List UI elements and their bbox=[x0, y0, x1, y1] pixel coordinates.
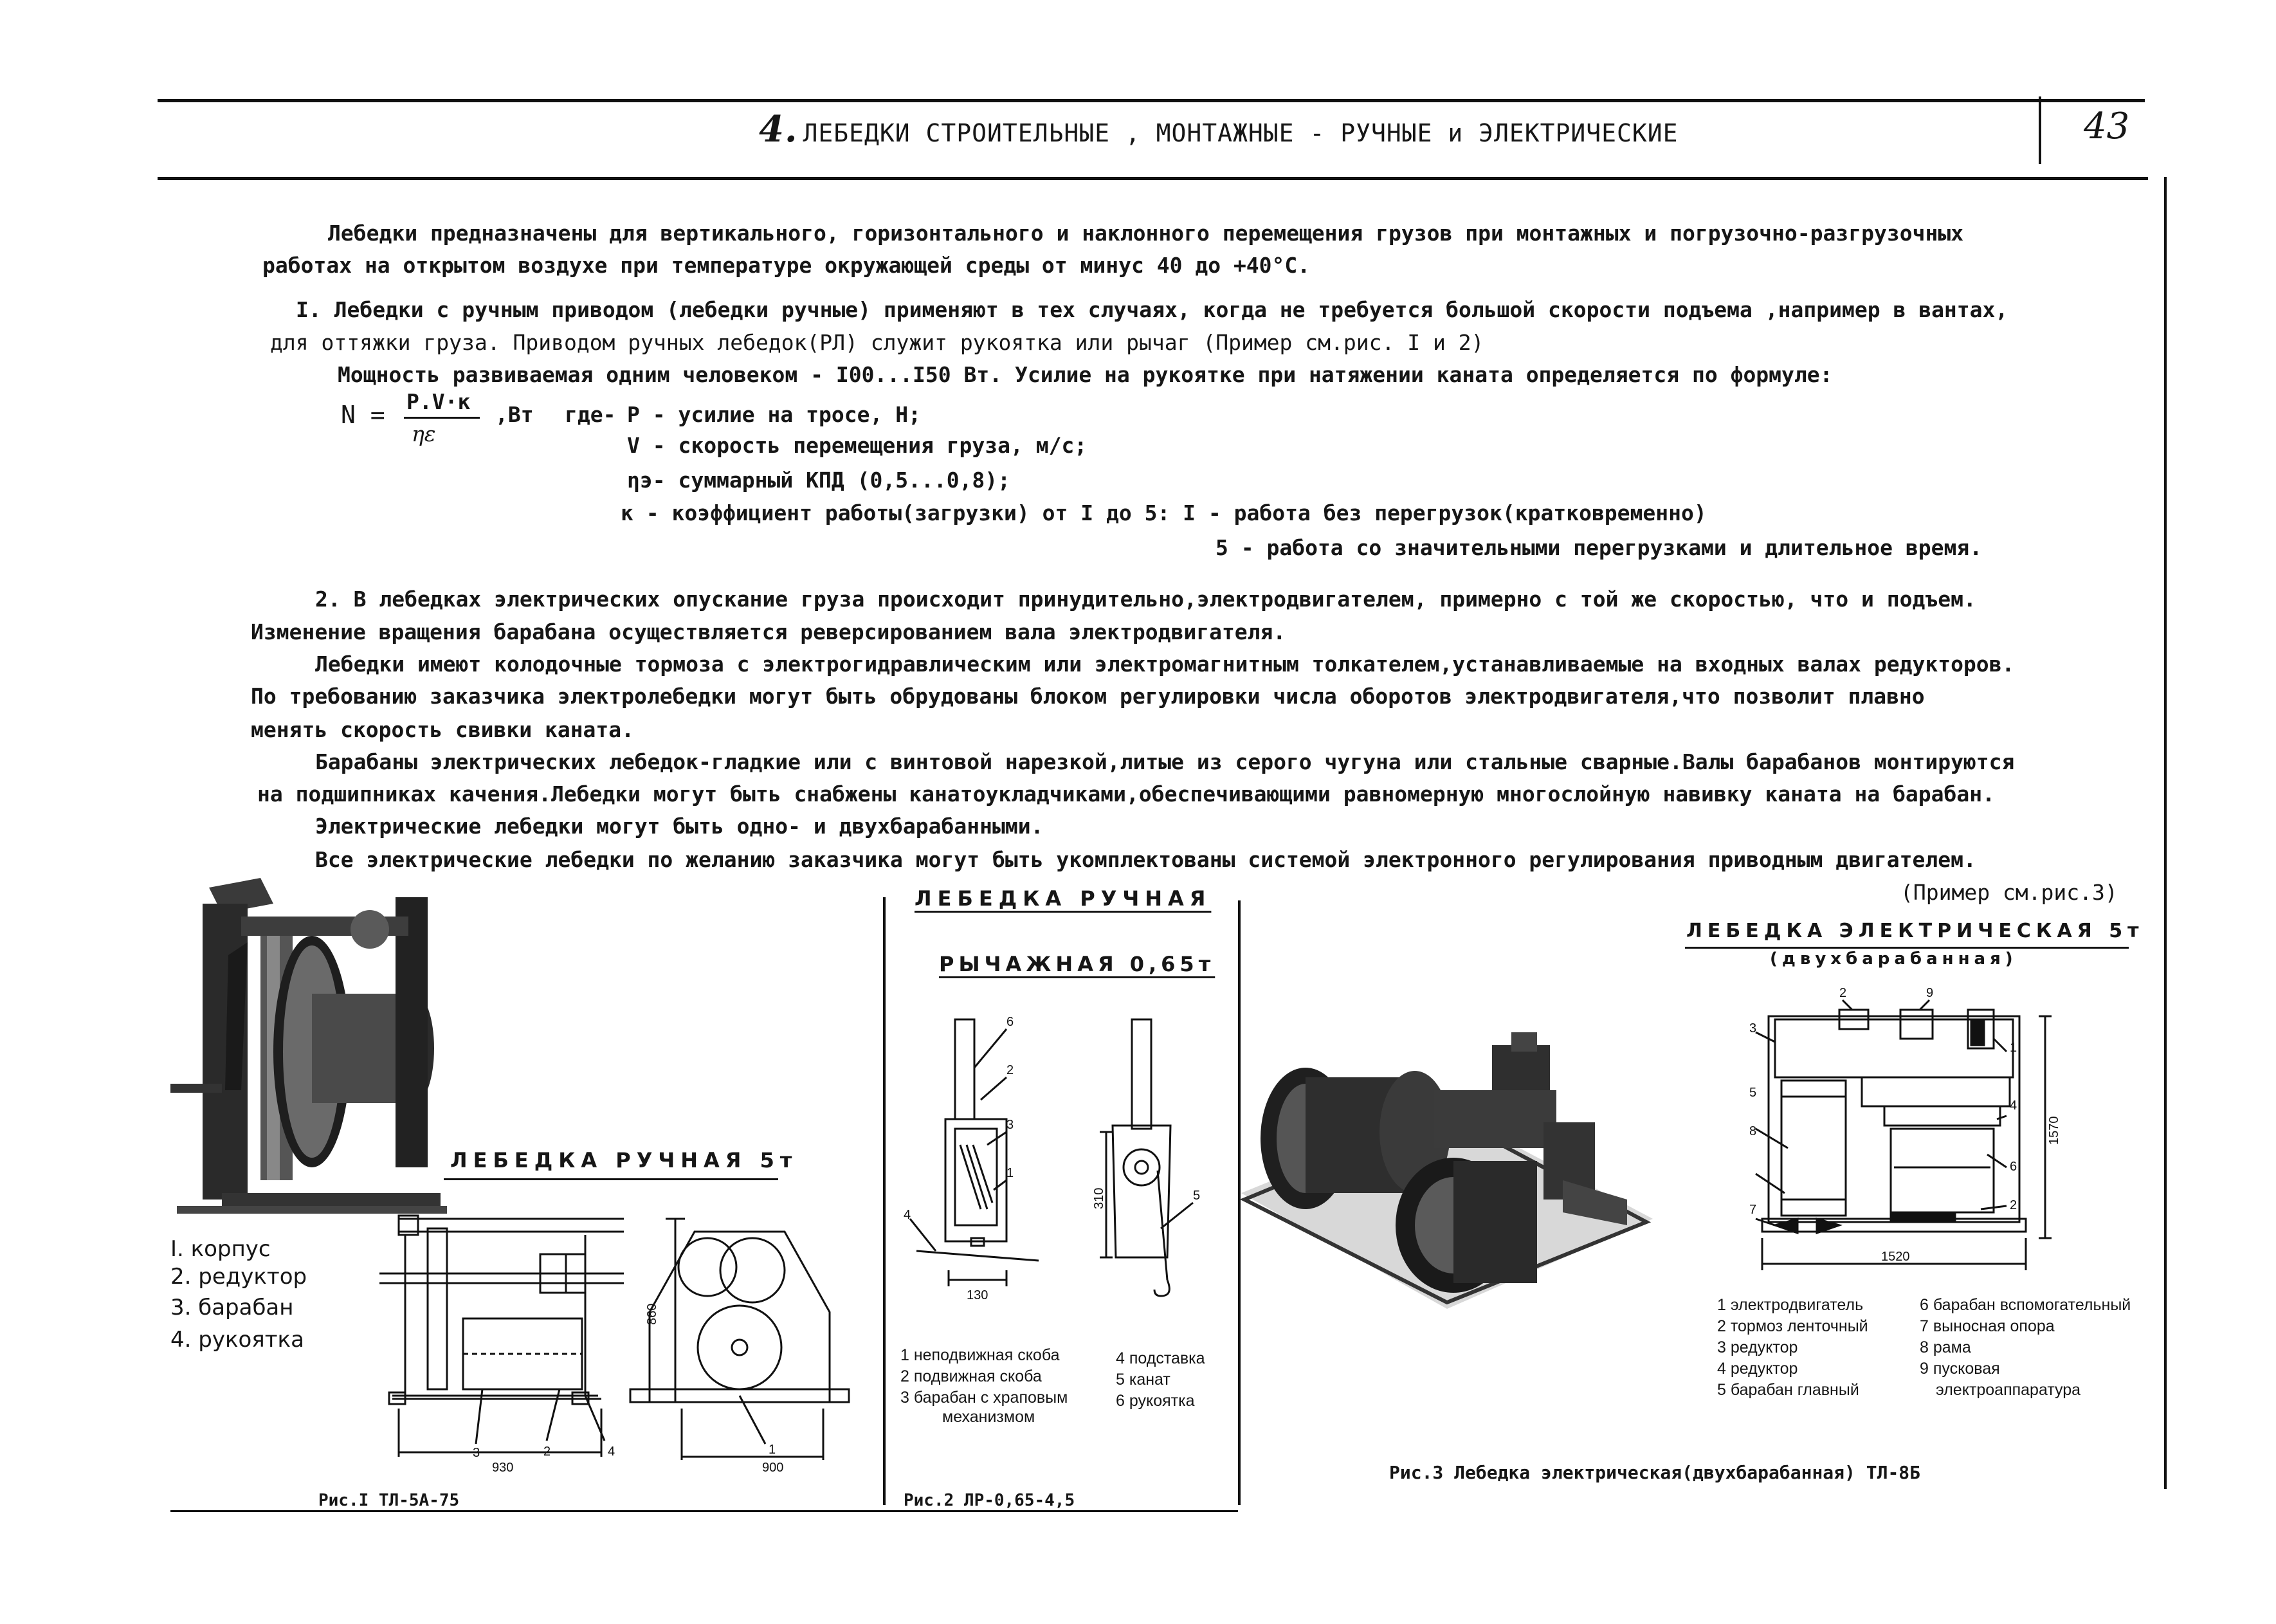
fig3-heading-rule bbox=[1685, 947, 2129, 949]
formula-denominator: ηε bbox=[412, 421, 436, 446]
fig1-dim-900: 900 bbox=[762, 1461, 784, 1475]
page-number: 43 bbox=[2084, 105, 2130, 147]
fig2-drawing bbox=[891, 1015, 1225, 1302]
fig2-label-1: 1 bbox=[1006, 1166, 1014, 1180]
fig2-label-2: 2 bbox=[1006, 1063, 1014, 1077]
fig3-dim-1570: 1570 bbox=[2047, 1116, 2061, 1145]
formula-term-p: Р - усилие на тросе, Н; bbox=[627, 402, 921, 427]
fig1-label-1: 1 bbox=[769, 1443, 776, 1457]
fig1-legend-4: 4. рукоятка bbox=[170, 1327, 304, 1353]
fig3-legend-right-2: 7 выносная опора bbox=[1920, 1317, 2055, 1335]
fig3-heading: ЛЕБЕДКА ЭЛЕКТРИЧЕСКАЯ 5т bbox=[1686, 920, 2144, 942]
section-title: ЛЕБЕДКИ СТРОИТЕЛЬНЫЕ , МОНТАЖНЫЕ - РУЧНЫЕ и ЭЛЕКТРИЧЕСКИЕ bbox=[803, 119, 1679, 147]
figure-divider-2 bbox=[1238, 900, 1241, 1505]
fig2-legend-left-1: 1 неподвижная скоба bbox=[900, 1346, 1060, 1364]
fig3-label-4: 4 bbox=[2010, 1099, 2017, 1113]
intro-line-2: работах на открытом воздухе при температуре окружающей среды от минус 40 до +40°С. bbox=[262, 253, 1311, 278]
formula-unit: ,Вт bbox=[495, 402, 534, 427]
fig1-dim-860: 860 bbox=[645, 1303, 659, 1325]
fig3-legend-right-1: 6 барабан вспомогательный bbox=[1920, 1296, 2131, 1314]
figure-divider-1 bbox=[883, 897, 886, 1505]
example-ref: (Пример см.рис.3) bbox=[1900, 880, 2118, 905]
fig1-heading: ЛЕБЕДКА РУЧНАЯ 5т bbox=[450, 1148, 798, 1172]
intro-line-1: Лебедки предназначены для вертикального, горизонтального и наклонного перемещения грузов при монтажных и погрузочно-разгрузочных bbox=[328, 221, 1964, 246]
fig1-dim-930: 930 bbox=[492, 1461, 514, 1475]
formula-term-eta: ηэ- суммарный КПД (0,5...0,8); bbox=[627, 468, 1011, 493]
fig2-legend-left-4: механизмом bbox=[942, 1408, 1035, 1426]
fig3-legend-right-5: электроаппаратура bbox=[1936, 1381, 2081, 1399]
fig2-label-5: 5 bbox=[1193, 1189, 1201, 1203]
electric-line-8: Электрические лебедки могут быть одно- и двухбарабанными. bbox=[315, 814, 1044, 839]
electric-line-2: Изменение вращения барабана осуществляется реверсированием вала электродвигателя. bbox=[251, 619, 1286, 644]
electric-line-3: Лебедки имеют колодочные тормоза с электрогидравлическим или электромагнитным толкателем,устанавливаемые на входных валах редукторов. bbox=[315, 652, 2015, 677]
fig2-legend-right-1: 4 подставка bbox=[1116, 1349, 1205, 1367]
formula-term-k: к - коэффициент работы(загрузки) от I до 5: I - работа без перегрузок(кратковременно) bbox=[621, 500, 1707, 525]
fig3-label-8: 8 bbox=[1749, 1124, 1757, 1138]
fig3-drawing bbox=[1749, 981, 2109, 1283]
electric-line-9: Все электрические лебедки по желанию заказчика могут быть укомплектованы системой электронного регулирования приводным двигателем. bbox=[315, 847, 1976, 872]
fig2-label-3: 3 bbox=[1006, 1118, 1014, 1132]
fig3-legend-left-4: 4 редуктор bbox=[1717, 1360, 1798, 1378]
fig2-dim-130: 130 bbox=[967, 1288, 988, 1302]
fig2-label-4: 4 bbox=[904, 1208, 911, 1222]
fig1-legend-1: I. корпус bbox=[170, 1236, 271, 1262]
electric-line-5: менять скорость свивки каната. bbox=[251, 717, 635, 742]
right-border bbox=[2164, 177, 2167, 1489]
fig3-label-9: 9 bbox=[1926, 986, 1934, 1000]
fig2-subheading: РЫЧАЖНАЯ 0,65т bbox=[939, 952, 1215, 976]
electric-line-4: По требованию заказчика электролебедки могут быть обрудованы блоком регулировки числа оборотов электродвигателя,что позволит плавно bbox=[251, 684, 1925, 709]
formula-term-v: V - скорость перемещения груза, м/с; bbox=[627, 433, 1088, 458]
fig3-label-5: 5 bbox=[1749, 1086, 1757, 1100]
hand-winch-photo bbox=[164, 878, 447, 1225]
formula-fraction-bar bbox=[404, 417, 480, 419]
fig3-subheading: (двухбарабанная) bbox=[1770, 949, 2017, 969]
electric-winch-photo bbox=[1241, 1032, 1653, 1315]
fig2-dim-310: 310 bbox=[1092, 1187, 1106, 1209]
fig3-label-1: 1 bbox=[2010, 1041, 2017, 1055]
fig2-legend-left-3: 3 барабан с храповым bbox=[900, 1389, 1068, 1407]
fig3-legend-left-1: 1 электродвигатель bbox=[1717, 1296, 1864, 1314]
fig3-legend-left-5: 5 барабан главный bbox=[1717, 1381, 1859, 1399]
manual-para-line-1: I. Лебедки с ручным приводом (лебедки ручные) применяют в тех случаях, когда не требуется большой скорости подъема ,например в вантах, bbox=[296, 297, 2008, 322]
fig3-legend-left-3: 3 редуктор bbox=[1717, 1338, 1798, 1356]
power-line: Мощность развиваемая одним человеком - I00...I50 Вт. Усилие на рукоятке при натяжении каната определяется по формуле: bbox=[338, 362, 1833, 387]
fig2-legend-right-3: 6 рукоятка bbox=[1116, 1392, 1195, 1410]
fig3-legend-right-4: 9 пусковая bbox=[1920, 1360, 2000, 1378]
fig2-caption: Рис.2 ЛР-0,65-4,5 bbox=[904, 1491, 1075, 1510]
fig3-dim-1520: 1520 bbox=[1881, 1250, 1910, 1264]
fig1-caption: Рис.I ТЛ-5А-75 bbox=[318, 1491, 460, 1510]
fig3-label-3: 3 bbox=[1749, 1021, 1757, 1036]
electric-line-7: на подшипниках качения.Лебедки могут быть снабжены канатоукладчиками,обеспечивающими равномерную многослойную навивку каната на барабан. bbox=[257, 781, 1996, 807]
header-bottom-rule bbox=[158, 177, 2148, 180]
formula-term-k5: 5 - работа со значительными перегрузками и длительное время. bbox=[1215, 535, 1983, 560]
fig1-heading-rule bbox=[444, 1178, 778, 1180]
electric-line-1: 2. В лебедках электрических опускание груза происходит принудительно,электродвигателем, примерно с той же скоростью, что и подъем. bbox=[315, 587, 1976, 612]
fig3-label-6: 6 bbox=[2010, 1160, 2017, 1174]
fig1-label-3: 3 bbox=[473, 1446, 480, 1460]
fig3-label-7: 7 bbox=[1749, 1203, 1757, 1217]
fig2-label-6: 6 bbox=[1006, 1015, 1014, 1029]
fig1-legend-3: 3. барабан bbox=[170, 1295, 294, 1320]
fig1-drawing bbox=[379, 1203, 881, 1479]
fig2-legend-right-2: 5 канат bbox=[1116, 1371, 1170, 1389]
fig1-label-4: 4 bbox=[608, 1445, 615, 1459]
page-number-divider bbox=[2039, 96, 2041, 164]
fig3-label-2-top: 2 bbox=[1839, 986, 1847, 1000]
formula-numerator: P.V·к bbox=[406, 389, 471, 414]
fig1-legend-2: 2. редуктор bbox=[170, 1264, 307, 1290]
page-header-title bbox=[759, 108, 1679, 151]
manual-para-line-2: для оттяжки груза. Приводом ручных лебедок(РЛ) служит рукоятка или рычаг (Пример см.рис. I и 2) bbox=[270, 330, 1484, 355]
fig3-caption: Рис.3 Лебедка электрическая(двухбарабанная) ТЛ-8Б bbox=[1389, 1462, 1921, 1483]
fig-bottom-rule bbox=[170, 1510, 1238, 1512]
top-rule bbox=[158, 99, 2145, 102]
electric-line-6: Барабаны электрических лебедок-гладкие или с винтовой нарезкой,литые из серого чугуна или стальные сварные.Валы барабанов монтируются bbox=[315, 749, 2015, 774]
fig3-label-2-bottom: 2 bbox=[2010, 1198, 2017, 1212]
fig1-label-2: 2 bbox=[543, 1445, 551, 1459]
formula-lhs: N = bbox=[341, 401, 385, 429]
fig3-legend-right-3: 8 рама bbox=[1920, 1338, 1971, 1356]
section-number: 4. bbox=[759, 108, 798, 151]
fig3-legend-left-2: 2 тормоз ленточный bbox=[1717, 1317, 1868, 1335]
fig2-legend-left-2: 2 подвижная скоба bbox=[900, 1367, 1042, 1385]
formula-where: где- bbox=[565, 402, 616, 427]
fig2-heading: ЛЕБЕДКА РУЧНАЯ bbox=[915, 886, 1212, 911]
